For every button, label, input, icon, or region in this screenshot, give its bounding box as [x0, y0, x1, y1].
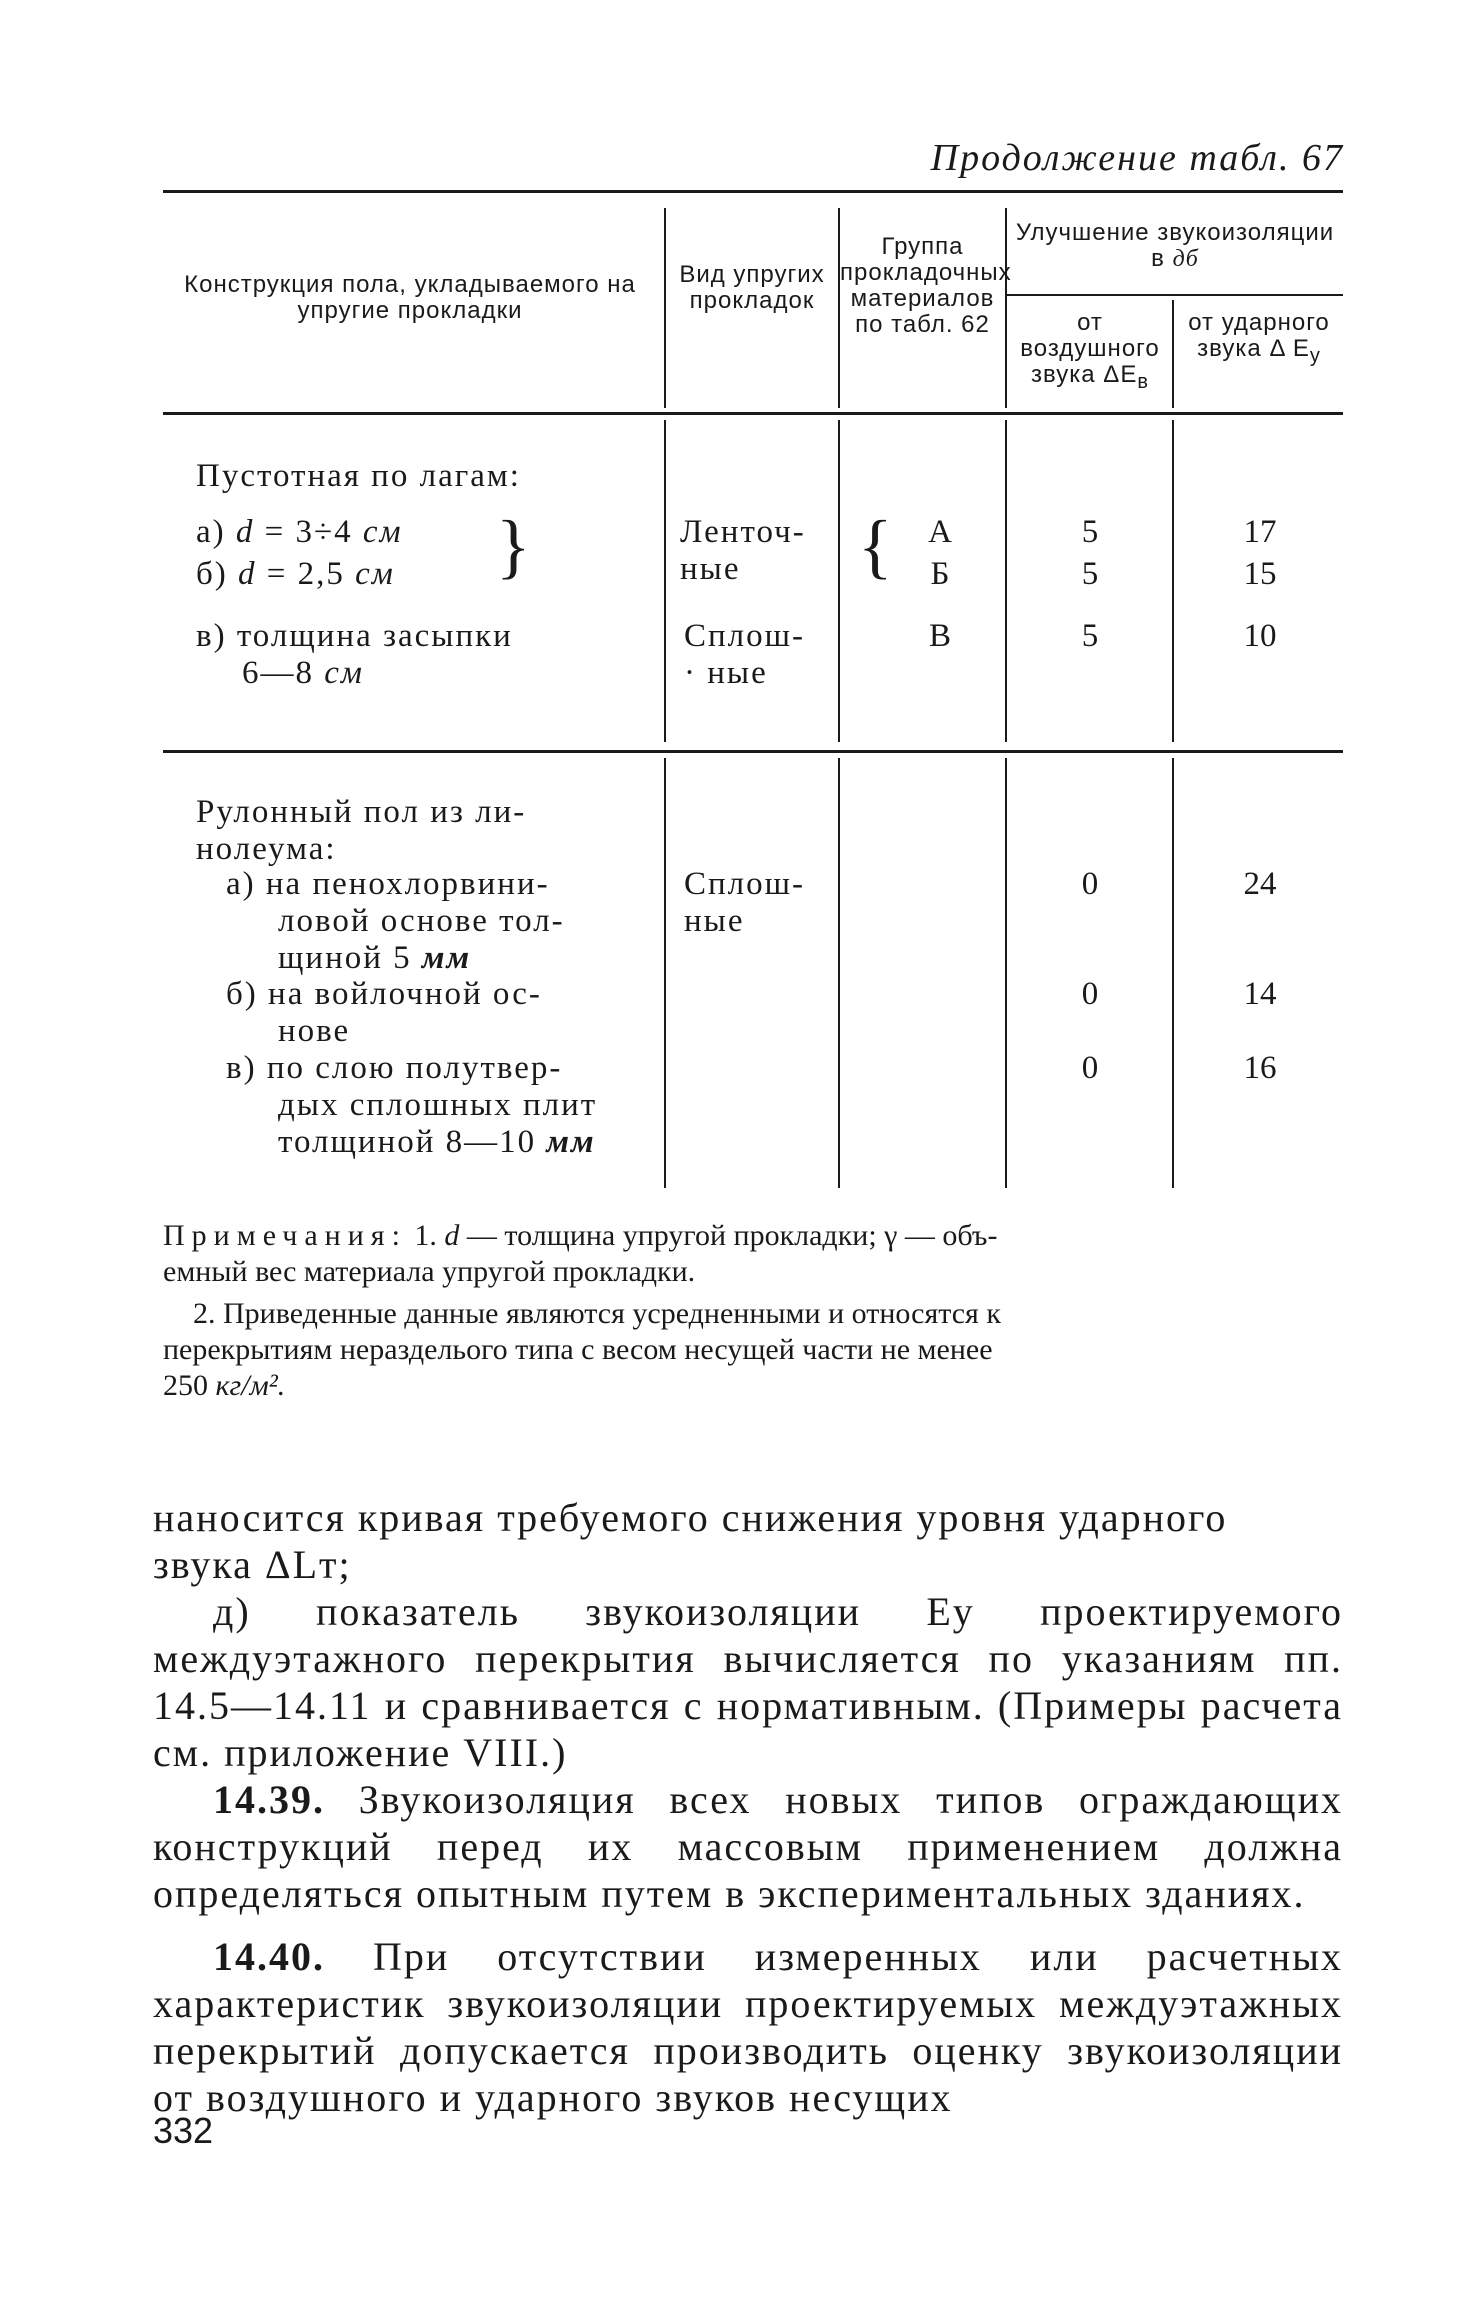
note-1: Примечания: 1. d — толщина упругой прокладки; γ — объ-: [163, 1219, 998, 1252]
airborne-cell: 0: [1081, 976, 1099, 1012]
col-rule: [838, 420, 840, 742]
paragraph: д) показатель звукоизоляции Eу проектируемого междуэтажного перекрытия вычисляется по указаниям пп. 14.5—14.11 и сравнивается с нормативным. (Примеры расчета см. приложение VIII.): [153, 1589, 1343, 1775]
col-rule: [664, 758, 666, 1188]
header-impact: от ударного звука Δ $E_у$: [1188, 309, 1330, 367]
paragraph: 14.40. При отсутствии измеренных или расчетных характеристик звукоизоляции проектируемых междуэтажных перекрытий допускается производить оценку звукоизоляции от воздушного и ударного звуков несущих: [153, 1934, 1343, 2120]
section1-row-c: в) толщина засыпки 6—8 см: [196, 618, 513, 691]
group-cell: Б: [930, 556, 950, 592]
group-brace: {: [858, 506, 893, 586]
paragraph: наносится кривая требуемого снижения уровня ударного звука ΔLт;: [153, 1495, 1228, 1587]
impact-cell: 14: [1243, 976, 1277, 1012]
section1-row-a: а) d = 3÷4 см: [196, 514, 403, 550]
section2-row-b: б) на войлочной ос- нове: [226, 976, 542, 1049]
col-rule: [664, 420, 666, 742]
col-rule: [1005, 420, 1007, 742]
section2-title: Рулонный пол из ли- нолеума:: [196, 794, 527, 867]
impact-cell: 24: [1243, 866, 1277, 902]
note-2: 2. Приведенные данные являются усредненными и относятся к: [193, 1297, 1001, 1330]
impact-cell: 17: [1243, 514, 1277, 550]
impact-cell: 10: [1243, 618, 1277, 654]
col-rule: [1172, 758, 1174, 1188]
pad-type-tape: Ленточ- ные: [680, 514, 806, 587]
col-rule: [664, 208, 666, 408]
group-cell: А: [928, 514, 952, 550]
section2-pad-type: Сплош- ные: [684, 866, 806, 939]
impact-cell: 15: [1243, 556, 1277, 592]
body-text: [153, 1494, 1343, 2121]
note-2-end: 250 кг/м².: [163, 1369, 286, 1402]
header-material-group: Группа прокладочных материалов по табл. 62: [840, 233, 1012, 338]
row-brace: }: [496, 506, 531, 586]
section2-row-a: а) на пенохлорвини- ловой основе тол- щиной 5 мм: [226, 866, 565, 976]
col-rule: [1172, 300, 1174, 408]
airborne-cell: 5: [1081, 556, 1099, 592]
airborne-cell: 5: [1081, 618, 1099, 654]
header-pad-type: Вид упругих прокладок: [679, 261, 825, 314]
page-number: 332: [153, 2110, 214, 2151]
section1-title: Пустотная по лагам:: [196, 458, 521, 494]
note-1-cont: емный вес материала упругой прокладки.: [163, 1255, 696, 1288]
header-improvement: Улучшение звукоизоляции в дб: [1015, 219, 1335, 272]
airborne-cell: 0: [1081, 1050, 1099, 1086]
col-rule: [1172, 420, 1174, 742]
col-rule: [1005, 208, 1007, 408]
section1-row-b: б) d = 2,5 см: [196, 556, 395, 592]
header-airborne: от воздушного звука $\Delta E_в$: [1020, 309, 1160, 393]
table-notes: [163, 1218, 1338, 1404]
section-divider-rule: [163, 750, 1343, 753]
paragraph: 14.39. Звукоизоляция всех новых типов ограждающих конструкций перед их массовым применением должна определяться опытным путем в экспериментальных зданиях.: [153, 1777, 1343, 1916]
group-cell: В: [928, 618, 951, 654]
note-2-cont: перекрытиям неразделього типа с весом несущей части не менее: [163, 1333, 993, 1366]
pad-type-solid: Сплош- · ные: [684, 618, 806, 691]
running-head: Продолжение табл. 67: [930, 137, 1344, 179]
airborne-cell: 5: [1081, 514, 1099, 550]
col-rule: [838, 758, 840, 1188]
impact-cell: 16: [1243, 1050, 1277, 1086]
header-construction: Конструкция пола, укладываемого на упругие прокладки: [184, 271, 636, 324]
table-top-rule: [163, 190, 1343, 193]
header-bottom-rule: [163, 412, 1343, 415]
airborne-cell: 0: [1081, 866, 1099, 902]
section2-row-c: в) по слою полутвер- дых сплошных плит толщиной 8—10 мм: [226, 1050, 598, 1160]
col-rule: [1005, 758, 1007, 1188]
subheader-rule: [1005, 294, 1343, 296]
